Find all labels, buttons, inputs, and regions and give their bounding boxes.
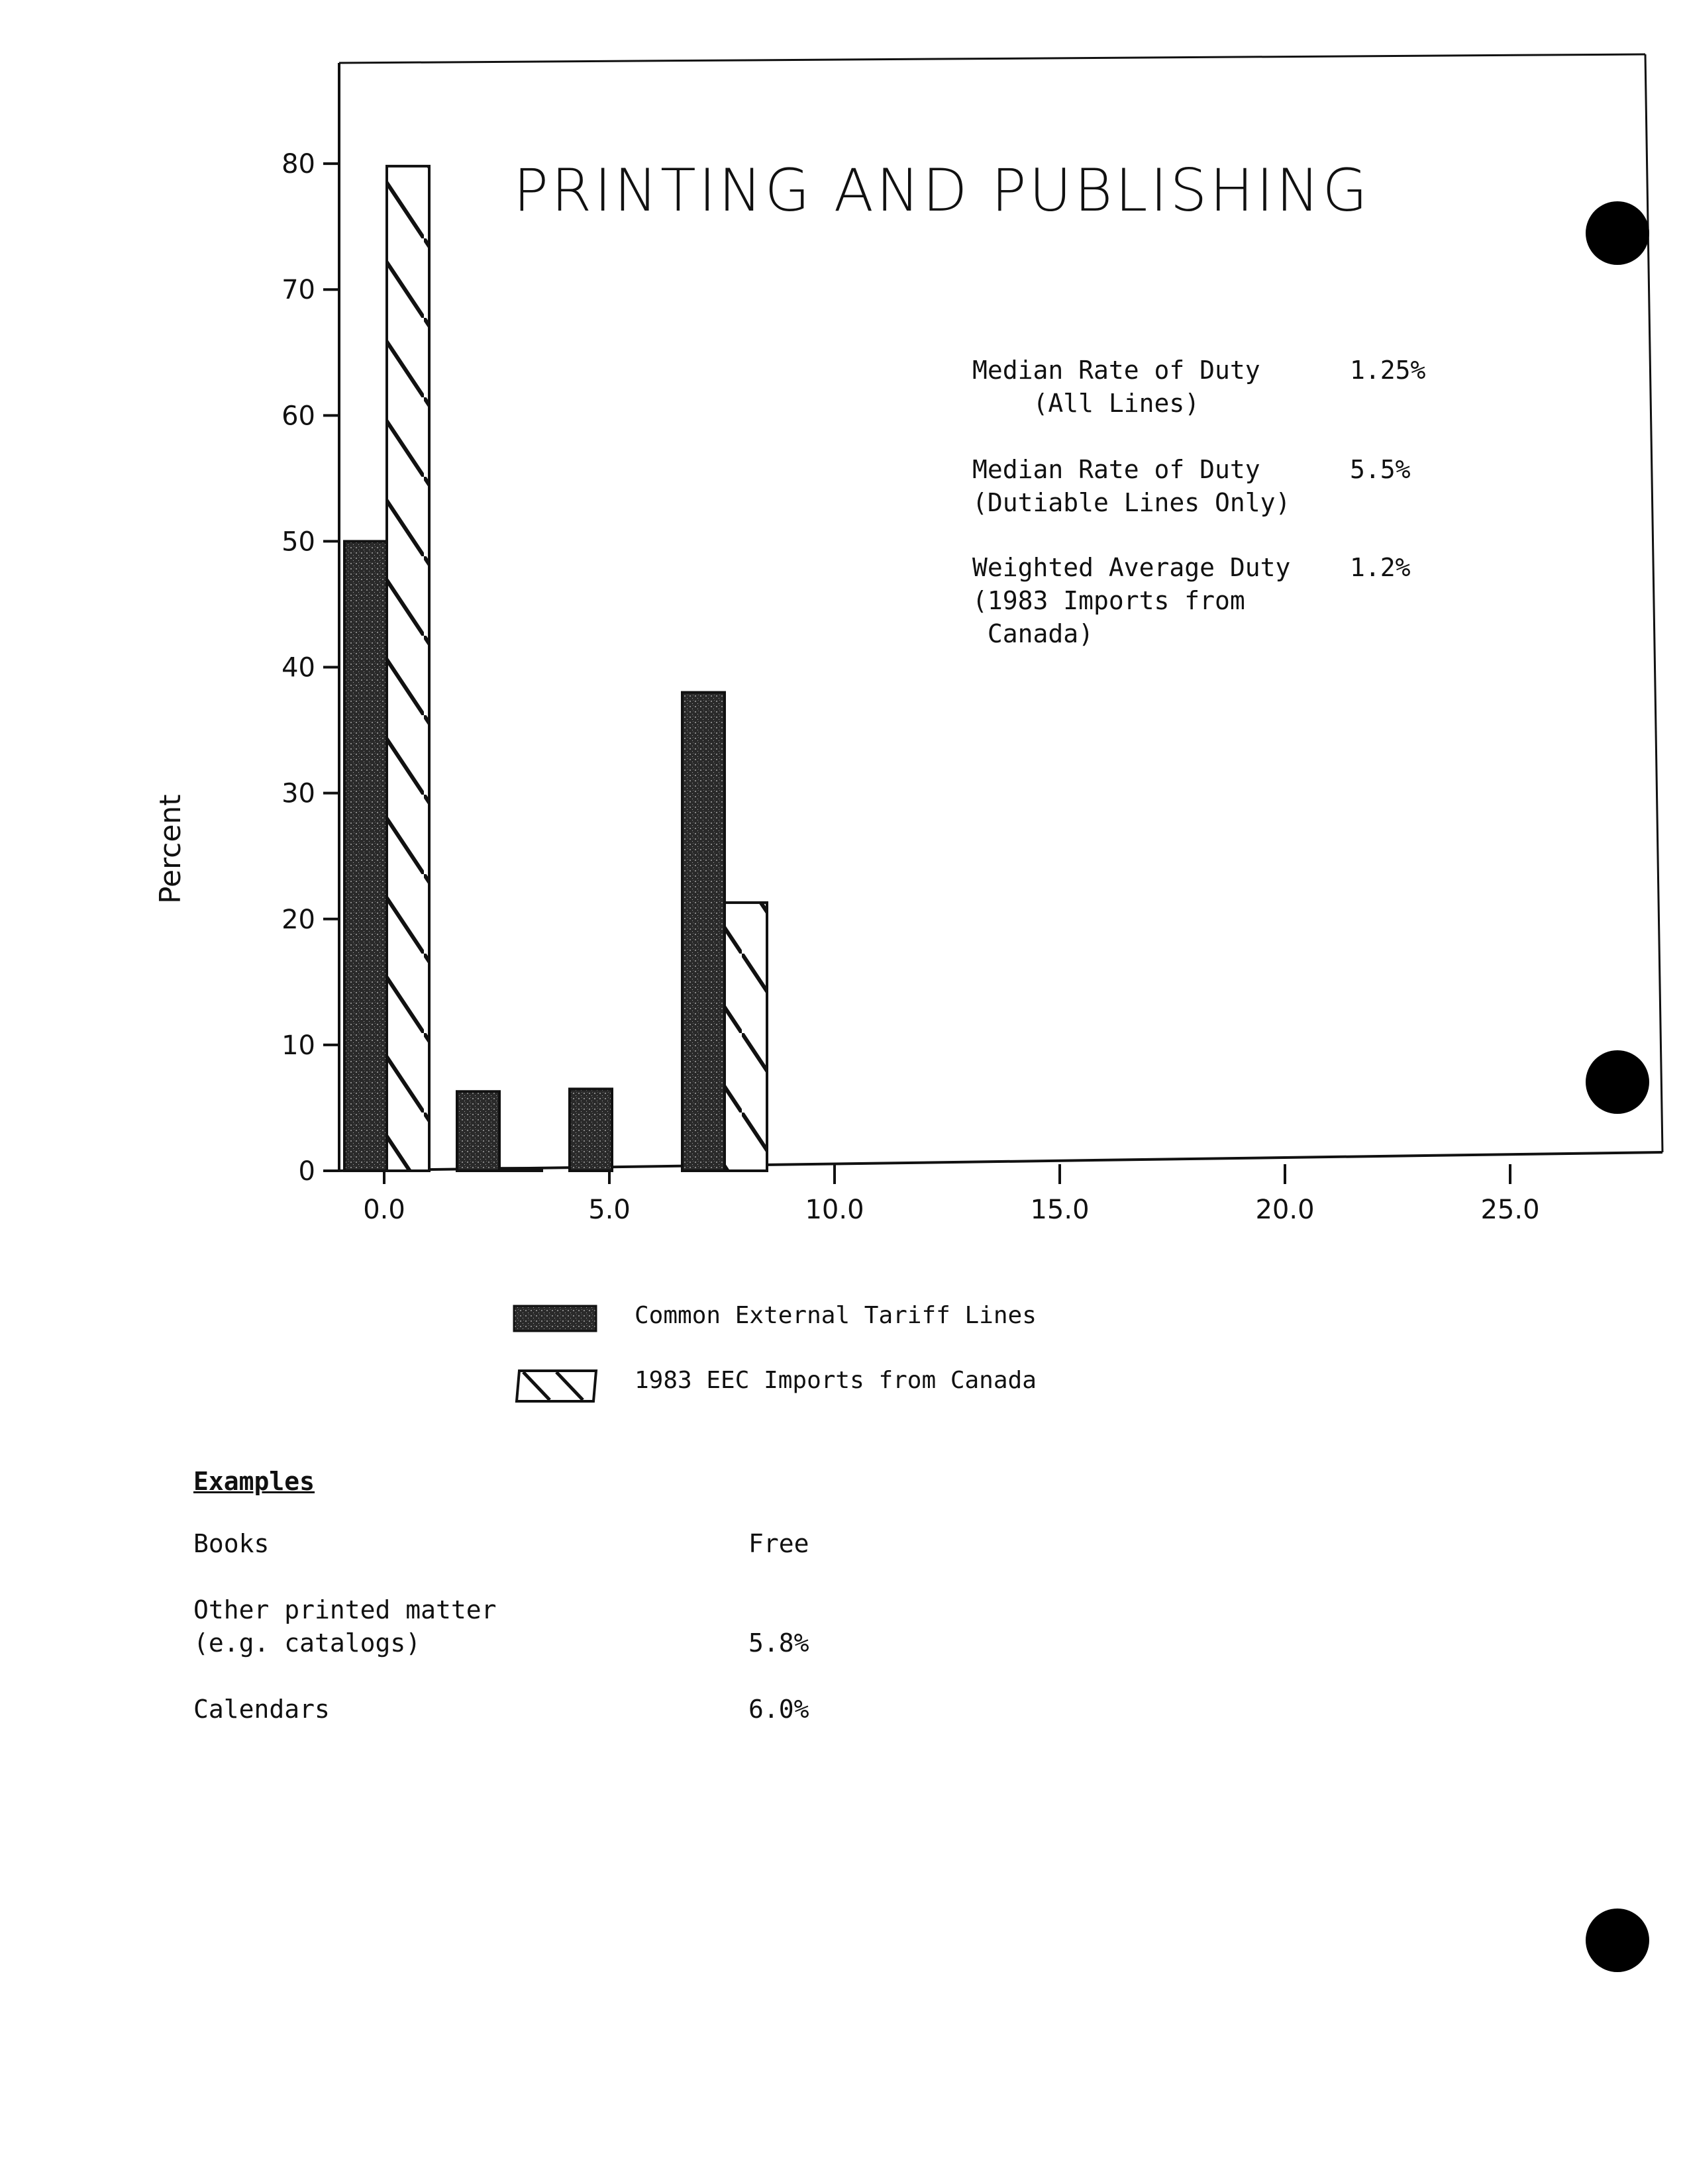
y-axis-title: Percent — [154, 794, 187, 904]
x-tick-label: 15.0 — [1030, 1195, 1090, 1225]
x-tick-label: 0.0 — [363, 1195, 405, 1225]
punch-hole-bottom — [1586, 1909, 1649, 1972]
y-tick-label: 0 — [298, 1156, 315, 1187]
stat-median-dutiable-sub: (Dutiable Lines Only) — [972, 488, 1291, 517]
right-border — [1645, 54, 1662, 1152]
bars — [344, 166, 767, 1171]
y-tick-label: 40 — [281, 652, 315, 683]
bar-imports-canada — [725, 903, 767, 1171]
punch-hole-middle — [1586, 1050, 1649, 1114]
chart-title: PRINTING AND PUBLISHING — [513, 156, 1370, 224]
stat-median-dutiable-label: Median Rate of Duty — [972, 455, 1260, 484]
y-tick-label: 30 — [281, 778, 315, 809]
example-rate-printed-matter: 5.8% — [748, 1628, 809, 1658]
example-item-calendars: Calendars — [193, 1695, 330, 1724]
example-rate-calendars: 6.0% — [748, 1695, 809, 1724]
y-tick-label: 80 — [281, 149, 315, 180]
example-item-books: Books — [193, 1529, 270, 1558]
y-tick-label: 20 — [281, 904, 315, 935]
bar-tariff-lines — [457, 1091, 499, 1171]
legend-label-imports: 1983 EEC Imports from Canada — [635, 1367, 1037, 1394]
stat-weighted-value: 1.2% — [1350, 553, 1411, 582]
stat-median-all-label: Median Rate of Duty — [972, 356, 1260, 385]
bar-imports-canada — [387, 166, 429, 1171]
x-tick-label: 20.0 — [1255, 1195, 1315, 1225]
stat-median-all-value: 1.25% — [1350, 356, 1426, 385]
example-item-printed-matter: Other printed matter (e.g. catalogs) — [193, 1595, 497, 1658]
bar-imports-canada — [499, 1168, 542, 1171]
punch-hole-top — [1586, 201, 1649, 265]
x-tick-label: 10.0 — [805, 1195, 864, 1225]
bar-tariff-lines — [682, 693, 725, 1171]
example-rate-books: Free — [748, 1529, 809, 1558]
y-tick-label: 60 — [281, 401, 315, 432]
x-tick-label: 25.0 — [1480, 1195, 1540, 1225]
bar-tariff-lines — [344, 541, 387, 1171]
stat-weighted-label: Weighted Average Duty — [972, 553, 1291, 582]
x-tick-label: 5.0 — [588, 1195, 631, 1225]
legend-swatch-stipple — [514, 1306, 596, 1331]
legend-label-tariff-lines: Common External Tariff Lines — [635, 1302, 1037, 1329]
y-axis-ticks — [281, 149, 339, 1187]
x-axis-ticks — [363, 1164, 1539, 1225]
top-border — [339, 54, 1645, 63]
examples-heading: Examples — [193, 1467, 315, 1496]
y-tick-label: 70 — [281, 275, 315, 306]
stat-median-dutiable-value: 5.5% — [1350, 455, 1411, 484]
y-tick-label: 10 — [281, 1030, 315, 1061]
bar-tariff-lines — [570, 1089, 612, 1171]
stat-weighted-sub: (1983 Imports from Canada) — [972, 586, 1245, 648]
stat-median-all-sub: (All Lines) — [972, 389, 1200, 418]
y-tick-label: 50 — [281, 526, 315, 558]
